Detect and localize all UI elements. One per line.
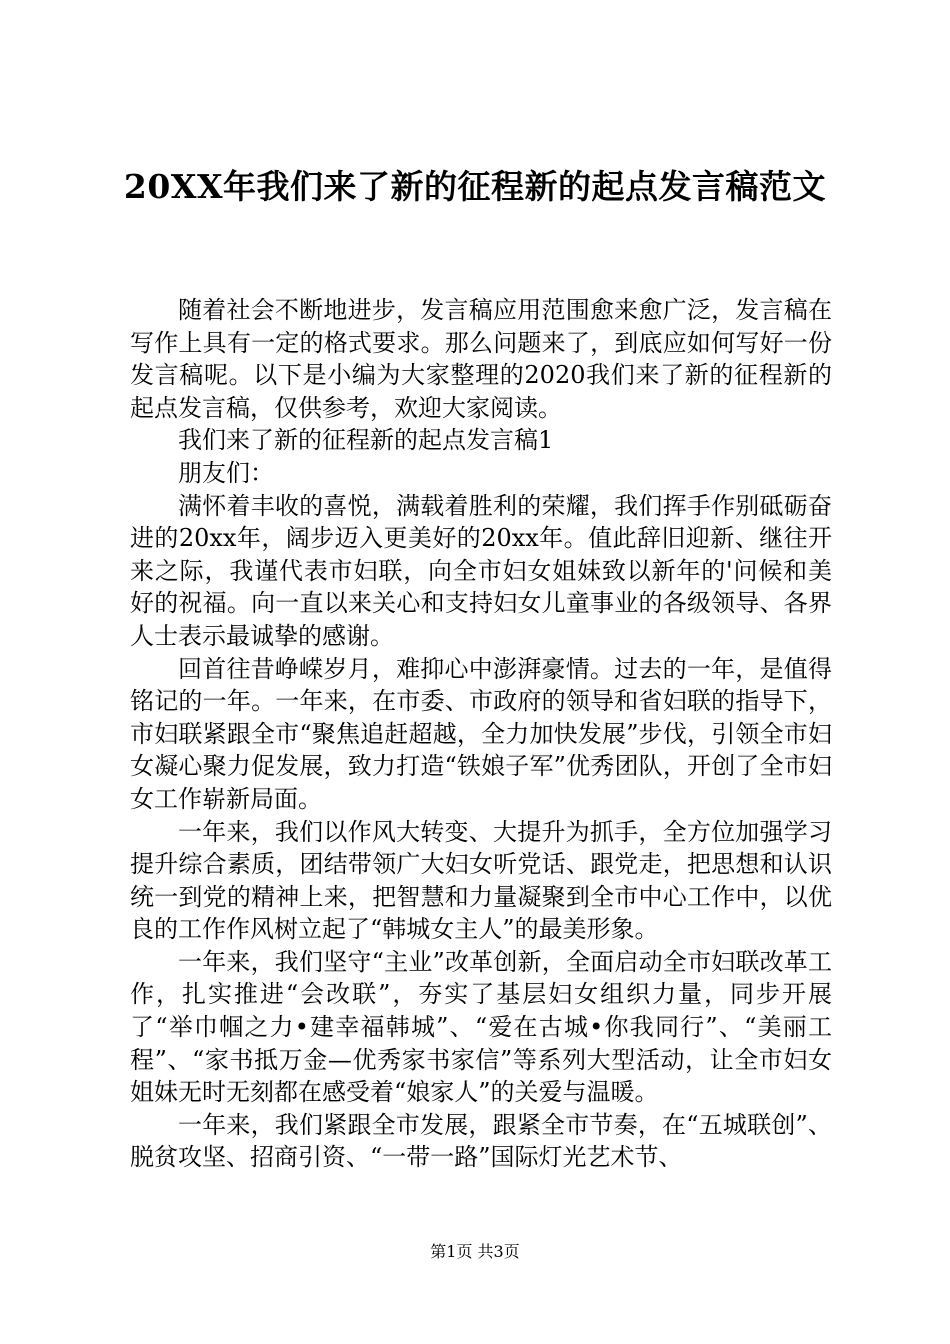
paragraph-heading: 我们来了新的征程新的起点发言稿1 (178, 426, 554, 455)
page-number-footer: 第1页 共3页 (430, 1242, 520, 1261)
paragraph: 满怀着丰收的喜悦，满载着胜利的荣耀，我们挥手作别砥砺奋进的20xx年，阔步迈入更美好的20xx年。值此辞旧迎新、继往开来之际，我谨代表市妇联，向全市妇女姐妹致以新年的'问候和美好的祝福。向一直以来关心和支持妇女儿童事业的各级领导、各界人士表示最诚挚的感谢。 (130, 491, 832, 650)
paragraph: 一年来，我们坚守“主业”改革创新，全面启动全市妇联改革工作，扎实推进“会改联”，夯实了基层妇女组织力量，同步开展了“举巾帼之力•建幸福韩城”、“爱在古城•你我同行”、“美丽工程”、“家书抵万金—优秀家书家信”等系列大型活动，让全市妇女姐妹无时无刻都在感受着“娘家人”的关爱与温暖。 (130, 947, 832, 1107)
paragraph-salutation: 朋友们： (178, 458, 274, 487)
document-body (130, 294, 832, 1174)
paragraph: 回首往昔峥嵘岁月，难抑心中澎湃豪情。过去的一年，是值得铭记的一年。一年来，在市委、市政府的领导和省妇联的指导下，市妇联紧跟全市“聚焦追赶超越，全力加快发展”步伐，引领全市妇女凝心聚力促发展，致力打造“铁娘子军”优秀团队，开创了全市妇女工作崭新局面。 (130, 654, 832, 813)
paragraph-intro: 随着社会不断地进步，发言稿应用范围愈来愈广泛，发言稿在写作上具有一定的格式要求。那么问题来了，到底应如何写好一份发言稿呢。以下是小编为大家整理的2020我们来了新的征程新的起点发言稿，仅供参考，欢迎大家阅读。 (130, 296, 832, 422)
paragraph: 一年来，我们以作风大转变、大提升为抓手，全方位加强学习提升综合素质，团结带领广大妇女听党话、跟党走，把思想和认识统一到党的精神上来，把智慧和力量凝聚到全市中心工作中，以优良的工作作风树立起了“韩城女主人”的最美形象。 (130, 817, 832, 944)
document-title: 20XX年我们来了新的征程新的起点发言稿范文 (123, 167, 827, 206)
paragraph: 一年来，我们紧跟全市发展，跟紧全市节奏，在“五城联创”、脱贫攻坚、招商引资、“一带一路”国际灯光艺术节、 (130, 1110, 832, 1172)
